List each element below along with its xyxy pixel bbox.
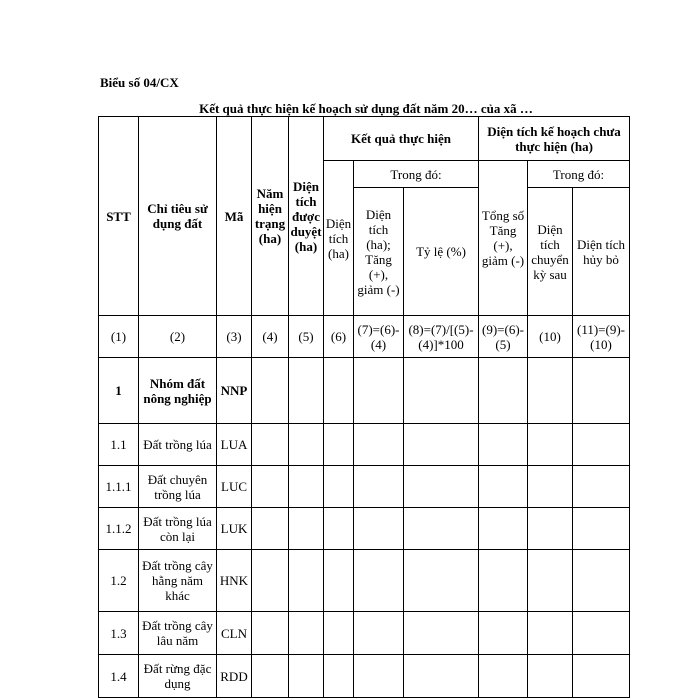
row-name: Đất trồng lúa [139,424,217,466]
column-number-row [99,316,630,358]
row-name: Đất rừng đặc dụng [139,655,217,698]
header-ket-qua-group: Kết quả thực hiện [324,117,479,161]
row-code: LUK [217,508,252,550]
row-name: Đất chuyên trồng lúa [139,466,217,508]
header-chua-thuc-hien-group: Diện tích kế hoạch chưa thực hiện (ha) [479,117,630,161]
column-number: (1) [99,316,139,358]
row-code: RDD [217,655,252,698]
column-number: (5) [289,316,324,358]
column-number: (3) [217,316,252,358]
row-stt: 1.3 [99,612,139,655]
column-number: (11)=(9)-(10) [573,316,630,358]
document-title: Kết quả thực hiện kế hoạch sử dụng đất năm 20… của xã … [199,101,533,116]
table-row [99,612,630,655]
table-row [99,424,630,466]
header-dien-tich: Diện tích (ha) [324,161,354,316]
row-stt: 1.2 [99,550,139,612]
header-chuyen-ky-sau: Diện tích chuyển kỳ sau [528,188,573,316]
column-number: (9)=(6)-(5) [479,316,528,358]
row-stt: 1 [99,358,139,424]
row-code: LUC [217,466,252,508]
column-number: (6) [324,316,354,358]
column-number: (7)=(6)-(4) [354,316,404,358]
header-stt: STT [99,117,139,316]
header-ma: Mã [217,117,252,316]
header-nam-hien-trang: Năm hiện trạng (ha) [252,117,289,316]
column-number: (10) [528,316,573,358]
row-name: Đất trồng cây hằng năm khác [139,550,217,612]
row-name: Đất trồng lúa còn lại [139,508,217,550]
column-number: (8)=(7)/[(5)-(4)]*100 [404,316,479,358]
row-name: Đất trồng cây lâu năm [139,612,217,655]
row-stt: 1.1.2 [99,508,139,550]
table-row [99,508,630,550]
header-trong-do-1: Trong đó: [354,161,479,188]
land-use-plan-table [98,116,630,698]
row-code: NNP [217,358,252,424]
header-tong-so: Tổng số Tăng (+), giảm (-) [479,161,528,316]
header-trong-do-2: Trong đó: [528,161,630,188]
row-code: CLN [217,612,252,655]
row-stt: 1.1.1 [99,466,139,508]
header-dien-tich-tang-giam: Diện tích (ha); Tăng (+), giảm (-) [354,188,404,316]
header-huy-bo: Diện tích hủy bỏ [573,188,630,316]
column-number: (2) [139,316,217,358]
row-stt: 1.4 [99,655,139,698]
row-code: LUA [217,424,252,466]
row-name: Nhóm đất nông nghiệp [139,358,217,424]
header-ty-le: Tỷ lệ (%) [404,188,479,316]
header-dien-tich-duyet: Diện tích được duyệt (ha) [289,117,324,316]
column-number: (4) [252,316,289,358]
table-row [99,358,630,424]
table-row [99,655,630,698]
row-code: HNK [217,550,252,612]
table-row [99,466,630,508]
table-row [99,550,630,612]
header-chi-tieu: Chỉ tiêu sử dụng đất [139,117,217,316]
form-code: Biểu số 04/CX [100,75,179,90]
row-stt: 1.1 [99,424,139,466]
